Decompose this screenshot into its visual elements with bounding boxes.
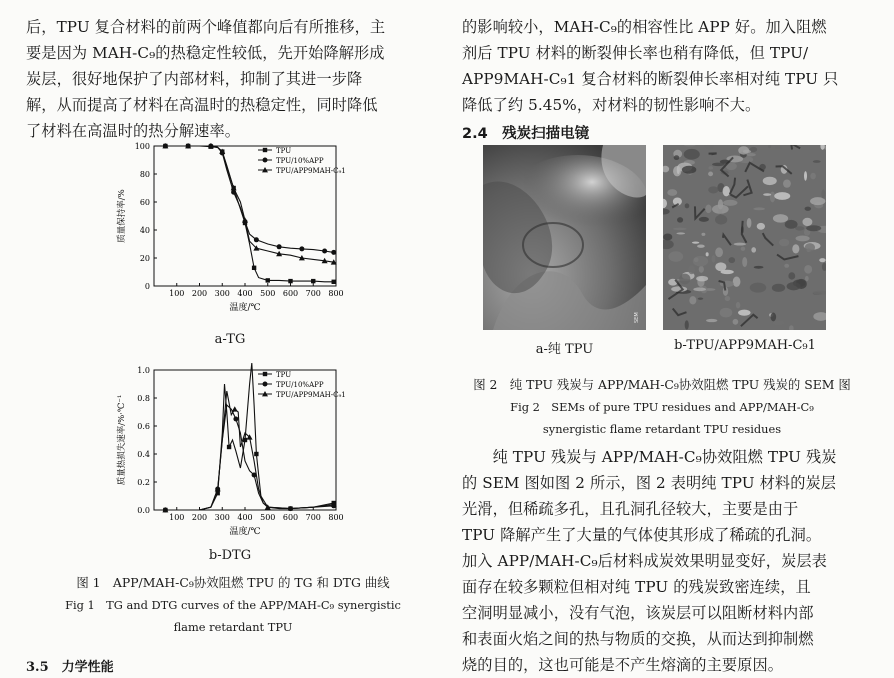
- data-point: [266, 278, 270, 282]
- figure1-caption-en-2: flame retardant TPU: [173, 620, 293, 634]
- y-tick-label: 0.0: [137, 506, 150, 515]
- x-axis-label: 温度/℃: [229, 527, 261, 537]
- text-line: 要是因为 MAH-C₉的热稳定性较低，先开始降解形成: [26, 44, 385, 62]
- figure2-caption-en-2: synergistic flame retardant TPU residues: [542, 422, 782, 436]
- dtg-chart-svg: [110, 362, 350, 544]
- text-line: 炭层，很好地保护了内部材料，抑制了其进一步降: [26, 70, 363, 88]
- sem-particle: [715, 247, 723, 257]
- sem-particle: [772, 284, 785, 292]
- x-tick-label: 500: [260, 513, 276, 522]
- right-column: [462, 14, 872, 149]
- sem-particle: [796, 236, 810, 242]
- sem-crack: [709, 153, 717, 154]
- sem-particle: [757, 223, 765, 230]
- data-point: [252, 266, 256, 270]
- text-line: 空洞明显减小，没有气泡，该炭层可以阻断材料内部: [462, 604, 814, 622]
- sem-particle: [723, 200, 737, 206]
- y-tick-label: 20: [139, 254, 150, 263]
- text-line: 纯 TPU 残炭与 APP/MAH-C₉协效阻燃 TPU 残炭: [462, 448, 837, 466]
- x-tick-label: 700: [305, 289, 321, 298]
- subcaption-a: a-TG: [214, 332, 246, 347]
- data-point: [332, 280, 336, 284]
- left-paragraph: [26, 14, 440, 144]
- sem-particle: [751, 247, 756, 253]
- sem-particle: [677, 217, 683, 223]
- sem-a-caption: a-纯 TPU: [535, 342, 594, 357]
- figure2-caption: [452, 374, 872, 440]
- sem-particle: [783, 179, 791, 187]
- sem-particle: [771, 313, 777, 322]
- sem-particle: [725, 296, 730, 301]
- sem-particle: [785, 220, 798, 229]
- section-heading: 2.4 残炭扫描电镜: [462, 126, 590, 142]
- sem-particle: [805, 243, 815, 252]
- data-point: [299, 246, 304, 251]
- figure1-caption: [26, 572, 440, 638]
- sem-particle: [712, 204, 729, 213]
- text-line: 光滑，但稀疏多孔，且孔洞孔径较大，主要是由于: [462, 500, 799, 518]
- legend-marker: [263, 148, 267, 152]
- sem-particle: [689, 296, 696, 304]
- data-point: [254, 237, 259, 242]
- sem-particle: [701, 233, 705, 236]
- y-tick-label: 1.0: [137, 366, 150, 375]
- svg-text:SEM: SEM: [634, 312, 640, 323]
- sem-particle: [698, 297, 703, 299]
- sem-particle: [779, 239, 789, 246]
- figure1-caption-cn: 图 1 APP/MAH-C₉协效阻燃 TPU 的 TG 和 DTG 曲线: [76, 575, 390, 590]
- sem-particle: [795, 226, 804, 230]
- sem-particle: [784, 264, 789, 268]
- data-point: [254, 452, 258, 456]
- sem-particle: [792, 244, 799, 253]
- sem-particle: [750, 283, 767, 293]
- sem-particle: [775, 146, 781, 149]
- sem-particle: [696, 276, 708, 282]
- sem-particle: [804, 265, 812, 274]
- text-line: 和表面火焰之间的热与物质的交换，从而达到抑制燃: [462, 630, 814, 648]
- data-point: [227, 445, 231, 449]
- y-axis-label: 质量热损失速率/%·℃⁻¹: [117, 394, 127, 486]
- y-tick-label: 100: [134, 142, 150, 151]
- text-line: 烧的目的，这也可能是不产生熔滴的主要原因。: [462, 656, 784, 674]
- sem-particle: [770, 192, 775, 203]
- text-line: 面存在较多颗粒但相对纯 TPU 的残炭致密连续，且: [462, 578, 811, 596]
- figure2-caption-cn: 图 2 纯 TPU 残炭与 APP/MAH-C₉协效阻燃 TPU 残炭的 SEM 图: [473, 377, 851, 392]
- legend-label: TPU/APP9MAH-C₉1: [276, 167, 346, 175]
- sem-particle: [753, 207, 765, 210]
- legend-marker: [263, 382, 268, 387]
- sem-texture-rough: [663, 145, 826, 330]
- sem-particle: [699, 266, 704, 273]
- right-paragraph-1: [462, 14, 872, 118]
- text-line: 了材料在高温时的热分解速率。: [26, 122, 241, 140]
- text-line: 后，TPU 复合材料的前两个峰值都向后有所推移，主: [26, 18, 386, 36]
- legend-label: TPU/APP9MAH-C₉1: [276, 391, 346, 399]
- sem-particle: [774, 192, 790, 200]
- x-tick-label: 500: [260, 289, 276, 298]
- sem-particle: [685, 203, 690, 208]
- x-tick-label: 800: [328, 513, 344, 522]
- text-line: 剂后 TPU 材料的断裂伸长率也稍有降低，但 TPU/: [462, 44, 809, 62]
- sem-particle: [674, 155, 680, 160]
- legend-marker: [263, 158, 268, 163]
- sem-particle: [741, 247, 746, 251]
- legend-label: TPU: [276, 371, 292, 379]
- y-tick-label: 0.8: [137, 394, 150, 403]
- x-tick-label: 200: [191, 289, 208, 298]
- sem-particle: [736, 302, 740, 308]
- sem-particle: [708, 186, 718, 193]
- sem-particle: [682, 166, 696, 174]
- figure2-caption-en-1: Fig 2 SEMs of pure TPU residues and APP/MAH-C₉: [510, 400, 814, 414]
- sem-particle: [746, 153, 755, 156]
- y-tick-label: 0: [144, 282, 150, 291]
- sem-particle: [668, 251, 683, 262]
- sem-particle: [734, 243, 746, 246]
- text-line: 降低了约 5.45%，对材料的韧性影响不大。: [462, 96, 761, 114]
- series-line: [165, 405, 333, 510]
- sem-particle: [738, 146, 749, 154]
- data-point: [311, 279, 315, 283]
- x-tick-label: 600: [282, 289, 299, 298]
- sem-particle: [747, 218, 752, 228]
- sem-particle: [806, 225, 821, 231]
- sem-particle: [679, 274, 690, 285]
- sem-particle: [723, 186, 730, 196]
- x-tick-label: 100: [169, 289, 185, 298]
- y-axis-label: 质量保持率/%: [117, 189, 127, 243]
- figure1-caption-en-1: Fig 1 TG and DTG curves of the APP/MAH-C₉ synergistic: [65, 598, 401, 612]
- subcaption-b: b-DTG: [208, 548, 252, 563]
- sem-particle: [663, 233, 672, 240]
- sem-particle: [802, 218, 812, 226]
- sem-particle: [742, 257, 747, 267]
- tg-chart: [110, 138, 350, 320]
- sem-particle: [692, 242, 699, 244]
- series-line: [165, 391, 333, 510]
- sem-particle: [712, 163, 725, 167]
- text-line: 加入 APP/MAH-C₉后材料成炭效果明显变好，炭层表: [462, 552, 827, 570]
- sem-particle: [813, 160, 821, 163]
- y-tick-label: 0.4: [137, 450, 150, 459]
- sem-particle: [819, 258, 825, 262]
- sem-particle: [667, 189, 677, 196]
- text-line: 解，从而提高了材料在高温时的热稳定性，同时降低: [26, 96, 378, 114]
- sem-particle: [720, 308, 733, 318]
- text-line: APP9MAH-C₉1 复合材料的断裂伸长率相对纯 TPU 只: [462, 70, 839, 88]
- sem-particle: [738, 310, 750, 316]
- sem-particle: [805, 276, 809, 281]
- sem-particle: [694, 257, 699, 262]
- sem-particle: [697, 245, 705, 248]
- sem-particle: [804, 171, 807, 181]
- right-paragraph-2: [462, 444, 872, 678]
- text-line: TPU 降解产生了大量的气体使其形成了稀疏的孔洞。: [462, 526, 822, 544]
- sem-particle: [685, 320, 689, 329]
- sem-particle: [733, 277, 741, 287]
- section-heading-partial: 3.5 力学性能: [26, 660, 114, 675]
- sem-particle: [773, 214, 788, 223]
- sem-particle: [763, 177, 777, 185]
- sem-particle: [754, 266, 764, 269]
- sem-image-pure-tpu: [483, 145, 646, 330]
- y-tick-label: 80: [139, 170, 150, 179]
- sem-particle: [712, 255, 716, 263]
- sem-b-caption: b-TPU/APP9MAH-C₉1: [674, 338, 816, 353]
- x-tick-label: 200: [191, 513, 208, 522]
- x-tick-label: 300: [214, 289, 230, 298]
- y-tick-label: 0.2: [137, 478, 150, 487]
- data-point: [322, 249, 327, 254]
- legend-label: TPU/10%APP: [276, 381, 324, 389]
- text-line: 的影响较小，MAH-C₉的相容性比 APP 好。加入阻燃: [462, 18, 827, 36]
- sem-particle: [715, 215, 727, 225]
- sem-particle: [810, 173, 816, 180]
- sem-particle: [773, 320, 785, 325]
- sem-particle: [673, 228, 687, 231]
- sem-particle: [821, 189, 825, 198]
- y-tick-label: 60: [139, 198, 150, 207]
- legend-label: TPU: [276, 147, 292, 155]
- data-point: [331, 250, 336, 255]
- sem-particle: [708, 172, 713, 177]
- sem-particle: [733, 319, 739, 325]
- sem-particle: [684, 149, 700, 160]
- sem-particle: [715, 262, 726, 271]
- text-line: 的 SEM 图如图 2 所示，图 2 表明纯 TPU 材料的炭层: [462, 474, 837, 492]
- sem-texture-smooth: [483, 145, 646, 330]
- x-tick-label: 800: [328, 289, 344, 298]
- y-tick-label: 0.6: [137, 422, 150, 431]
- data-point: [233, 417, 238, 422]
- x-tick-label: 600: [282, 513, 299, 522]
- data-point: [277, 244, 282, 249]
- tg-chart-svg: [110, 138, 350, 320]
- sem-particle: [676, 232, 685, 234]
- sem-particle: [706, 319, 717, 322]
- y-tick-label: 40: [139, 226, 150, 235]
- sem-particle: [729, 257, 736, 263]
- x-tick-label: 100: [169, 513, 185, 522]
- sem-particle: [708, 166, 713, 170]
- legend-label: TPU/10%APP: [276, 157, 324, 165]
- sem-particle: [788, 272, 795, 279]
- sem-particle: [693, 287, 706, 291]
- left-column: [26, 14, 440, 144]
- x-tick-label: 300: [214, 513, 230, 522]
- data-point: [288, 279, 292, 283]
- sem-particle: [705, 205, 711, 214]
- sem-particle: [763, 193, 771, 196]
- x-tick-label: 400: [237, 289, 253, 298]
- sem-particle: [706, 252, 709, 256]
- legend-marker: [263, 372, 267, 376]
- sem-particle: [805, 207, 811, 211]
- sem-image-tpu-app9mah: [663, 145, 826, 330]
- sem-particle: [699, 217, 709, 222]
- x-tick-label: 400: [237, 513, 253, 522]
- x-tick-label: 700: [305, 513, 321, 522]
- data-point: [232, 406, 238, 411]
- sem-particle: [688, 265, 695, 274]
- dtg-chart: [110, 362, 350, 544]
- sem-particle: [787, 282, 801, 290]
- x-axis-label: 温度/℃: [229, 303, 261, 313]
